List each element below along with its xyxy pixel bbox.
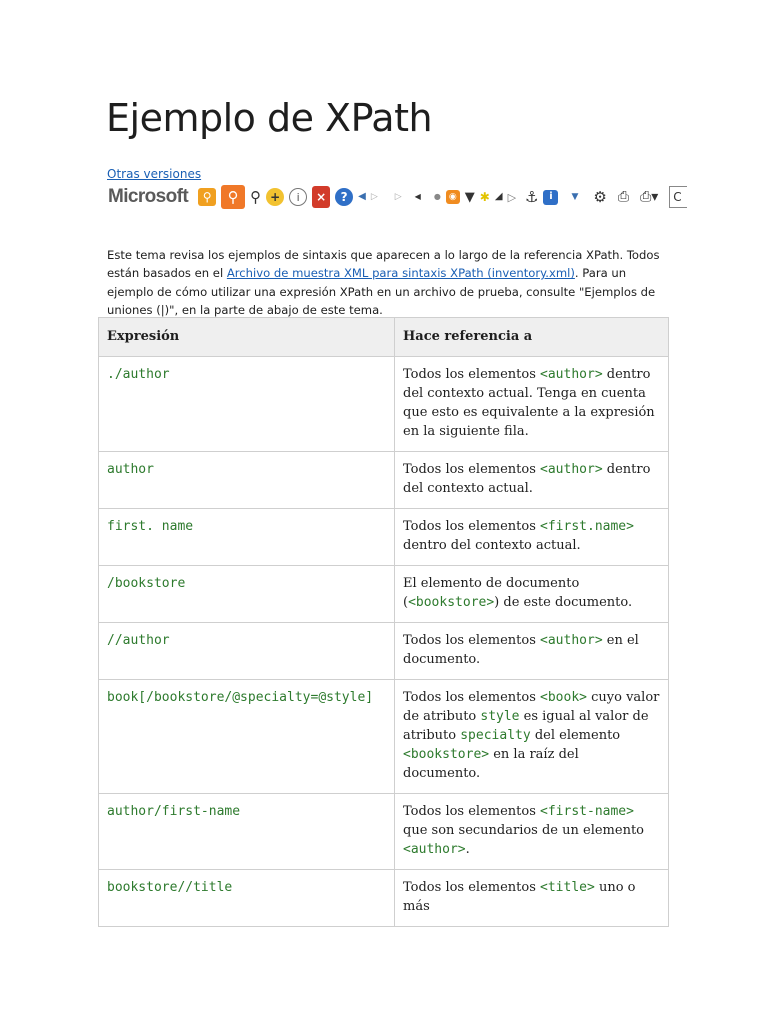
close-icon[interactable]: × bbox=[312, 186, 330, 208]
intro-paragraph bbox=[107, 246, 672, 319]
description-text: en el documento. bbox=[403, 633, 639, 667]
code-fragment: <bookstore> bbox=[408, 595, 495, 610]
description-cell bbox=[395, 623, 669, 680]
table-row bbox=[99, 870, 669, 927]
expression-cell bbox=[99, 870, 395, 927]
settings-icon[interactable]: ⚙ bbox=[593, 187, 607, 206]
add-comment-icon[interactable]: + bbox=[266, 188, 284, 206]
info-icon[interactable]: i bbox=[289, 188, 307, 206]
anchor-icon[interactable]: ⚓ bbox=[525, 187, 539, 206]
description-text: Todos los elementos bbox=[403, 519, 541, 534]
table-row bbox=[99, 452, 669, 509]
description-text: cuyo valor de atributo bbox=[403, 690, 660, 724]
expression-cell bbox=[99, 452, 395, 509]
intro-text-end: . Para un ejemplo de cómo utilizar una expresión XPath en un archivo de prueba, consulte "Ejemplos de uniones (|)", en la parte de abajo de este tema. bbox=[107, 266, 656, 317]
description-text: dentro del contexto actual. bbox=[403, 538, 581, 553]
xpath-expression: author bbox=[107, 462, 154, 477]
xpath-expression: //author bbox=[107, 633, 170, 648]
code-fragment: <book> bbox=[540, 690, 587, 705]
description-text: ) de este documento. bbox=[494, 595, 633, 610]
code-fragment: <bookstore> bbox=[403, 747, 490, 762]
description-text: . bbox=[465, 842, 470, 857]
description-cell bbox=[395, 680, 669, 794]
other-versions-link[interactable]: Otras versiones bbox=[107, 167, 202, 181]
description-text: Todos los elementos bbox=[403, 367, 541, 382]
description-text: del elemento bbox=[530, 728, 621, 743]
search-icon[interactable]: ⚲ bbox=[198, 188, 216, 206]
print-options-icon[interactable]: ⎙▾ bbox=[640, 189, 659, 205]
description-text: El elemento de documento ( bbox=[403, 576, 580, 610]
description-text: Todos los elementos bbox=[403, 462, 541, 477]
code-fragment: <author> bbox=[540, 367, 603, 382]
description-cell bbox=[395, 870, 669, 927]
description-cell bbox=[395, 566, 669, 623]
table-row bbox=[99, 680, 669, 794]
header-refers-to: Hace referencia a bbox=[395, 318, 669, 357]
expression-cell bbox=[99, 623, 395, 680]
description-text: dentro del contexto actual. bbox=[403, 462, 651, 496]
triangle-icon[interactable]: ▷ bbox=[394, 191, 402, 202]
table-row bbox=[99, 566, 669, 623]
microsoft-logo[interactable]: Microsoft bbox=[108, 186, 189, 207]
dot-icon: ● bbox=[433, 192, 441, 201]
code-fragment: <author> bbox=[540, 462, 603, 477]
info-square-icon[interactable]: i bbox=[543, 190, 558, 205]
intro-text: Este tema revisa los ejemplos de sintaxis que aparecen a lo largo de la referencia XPath. Todos están basados en el bbox=[107, 248, 660, 281]
description-text: que son secundarios de un elemento bbox=[403, 823, 645, 838]
description-text: dentro del contexto actual. Tenga en cuenta que esto es equivalente a la expresión en la siguiente fila. bbox=[403, 367, 655, 439]
description-text: es igual al valor de atributo bbox=[403, 709, 649, 743]
expression-cell bbox=[99, 566, 395, 623]
xpath-expression: bookstore//title bbox=[107, 880, 233, 895]
print-icon[interactable]: ⎙ bbox=[617, 189, 630, 205]
description-text: Todos los elementos bbox=[403, 804, 541, 819]
filter-icon[interactable]: ▼ bbox=[464, 189, 475, 205]
xpath-expression: /bookstore bbox=[107, 576, 186, 591]
description-cell bbox=[395, 452, 669, 509]
code-fragment: <author> bbox=[403, 842, 466, 857]
xpath-expression: author/first-name bbox=[107, 804, 241, 819]
search-input[interactable]: C bbox=[669, 186, 687, 208]
table-row bbox=[99, 357, 669, 452]
description-cell bbox=[395, 794, 669, 870]
code-fragment: <first-name> bbox=[540, 804, 634, 819]
code-fragment: specialty bbox=[460, 728, 531, 743]
description-text: Todos los elementos bbox=[403, 633, 541, 648]
xpath-expression: ./author bbox=[107, 367, 170, 382]
expression-cell bbox=[99, 680, 395, 794]
bullet-icon[interactable]: ◀ bbox=[414, 192, 421, 201]
zoom-search-icon[interactable]: ⚲ bbox=[221, 185, 245, 209]
description-text: Todos los elementos bbox=[403, 880, 541, 895]
description-text: Todos los elementos bbox=[403, 690, 541, 705]
table-row bbox=[99, 623, 669, 680]
help-icon[interactable]: ? bbox=[335, 188, 353, 206]
table-header-row bbox=[99, 318, 669, 357]
header-expression: Expresión bbox=[99, 318, 395, 357]
rss-icon[interactable]: ◉ bbox=[446, 190, 460, 204]
magnifier-icon[interactable]: ⚲ bbox=[250, 187, 262, 206]
nav-back-icon[interactable]: ◀ bbox=[358, 191, 366, 202]
xpath-expression: book[/bookstore/@specialty=@style] bbox=[107, 690, 374, 705]
code-fragment: <author> bbox=[540, 633, 603, 648]
description-text: uno o más bbox=[403, 880, 636, 914]
description-cell bbox=[395, 357, 669, 452]
nav-forward-icon[interactable]: ▷ bbox=[370, 191, 378, 202]
code-fragment: style bbox=[480, 709, 520, 724]
code-fragment: <first.name> bbox=[540, 519, 634, 534]
code-fragment: <title> bbox=[540, 880, 595, 895]
play-icon[interactable]: ▷ bbox=[507, 190, 517, 204]
inventory-xml-link[interactable]: Archivo de muestra XML para sintaxis XPath (inventory.xml) bbox=[226, 266, 575, 281]
table-row bbox=[99, 794, 669, 870]
page-title: Ejemplo de XPath bbox=[106, 96, 433, 140]
table-row bbox=[99, 509, 669, 566]
description-text: en la raíz del documento. bbox=[403, 747, 579, 781]
dropdown-icon[interactable]: ▼ bbox=[571, 191, 579, 202]
expand-icon[interactable]: ◢ bbox=[494, 191, 503, 202]
description-cell bbox=[395, 509, 669, 566]
xpath-examples-table bbox=[98, 317, 669, 927]
expression-cell bbox=[99, 794, 395, 870]
expression-cell bbox=[99, 357, 395, 452]
toolbar bbox=[108, 184, 768, 210]
xpath-expression: first. name bbox=[107, 519, 194, 534]
highlight-icon[interactable]: ✱ bbox=[479, 190, 490, 204]
expression-cell bbox=[99, 509, 395, 566]
